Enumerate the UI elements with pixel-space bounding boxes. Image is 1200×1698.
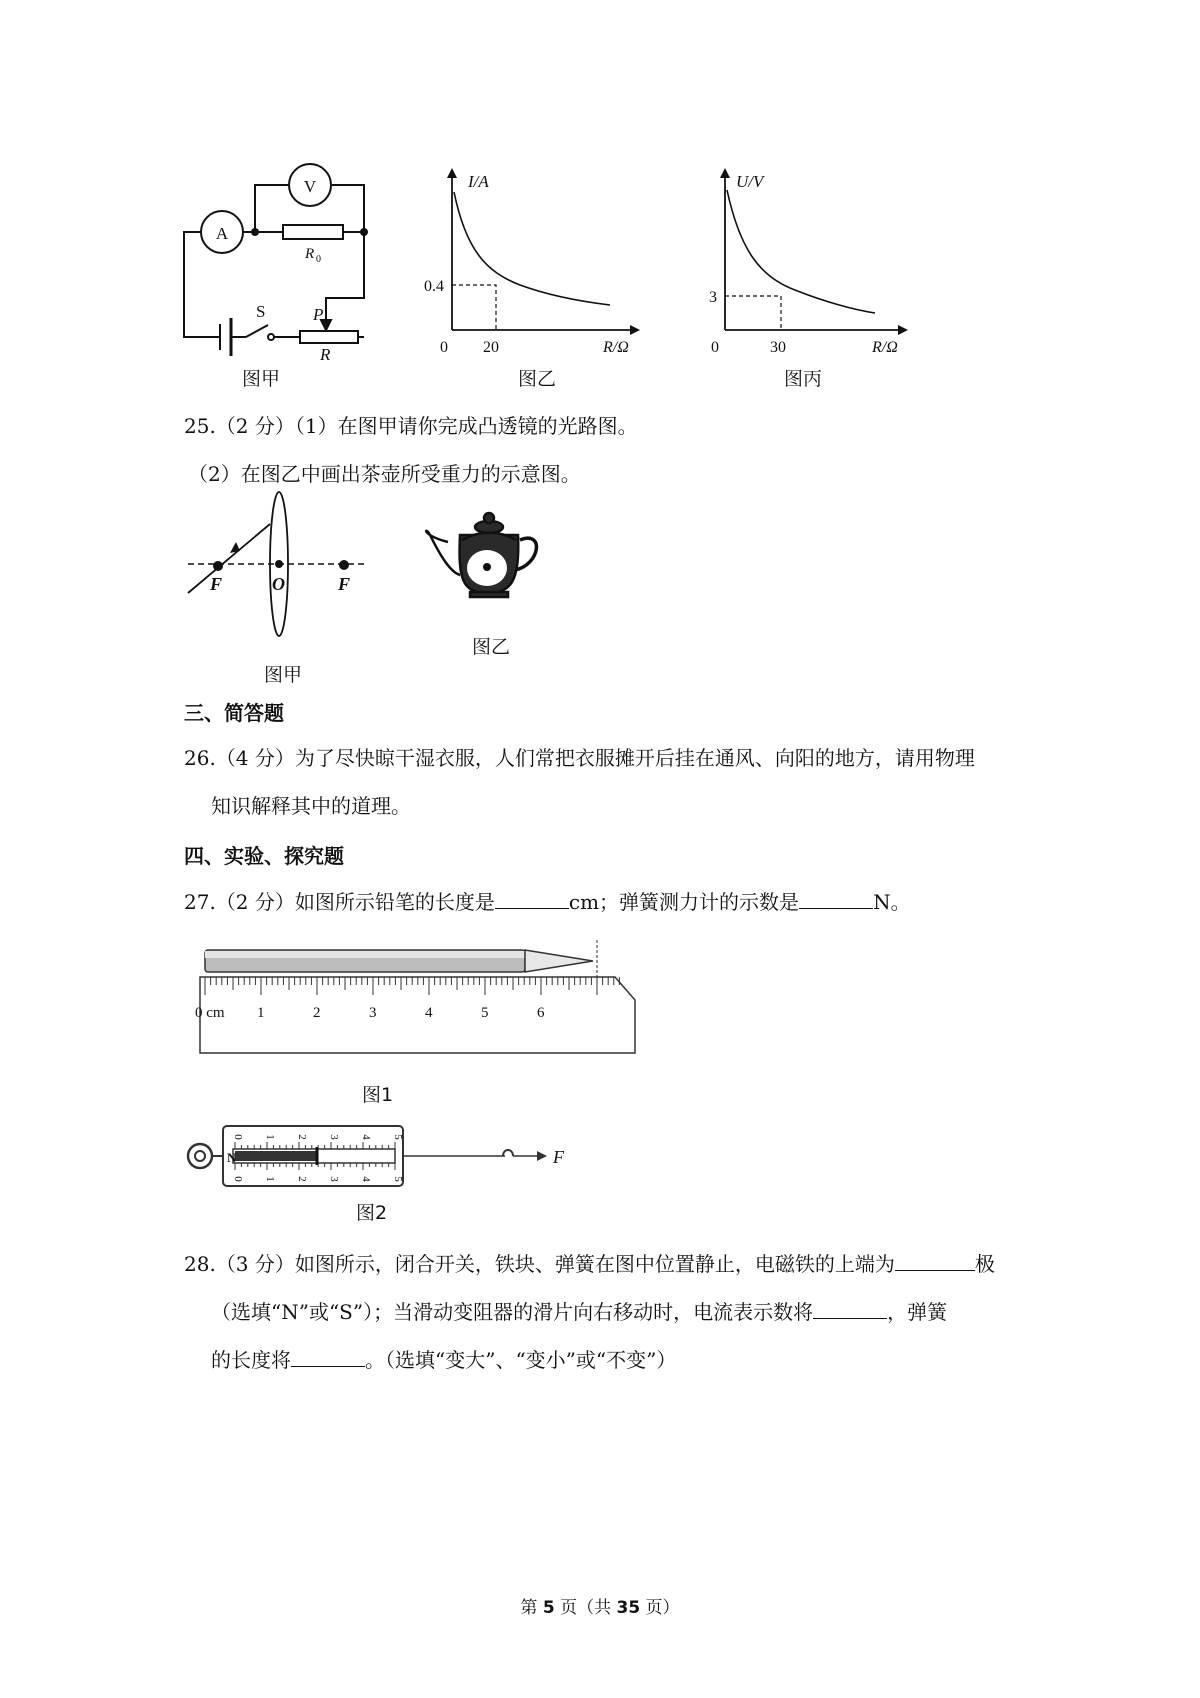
footer-text-3: 页） <box>640 1598 680 1618</box>
graph-bing-y-mark: 3 <box>709 289 717 306</box>
optical-center-dot <box>275 560 283 568</box>
section-3-heading: 三、简答题 <box>184 701 284 725</box>
caption-fig2: 图2 <box>356 1202 388 1224</box>
footer-text-1: 第 <box>520 1598 543 1618</box>
scale-digit: 0 <box>232 1176 244 1182</box>
lens-diagram <box>188 492 368 636</box>
force-arrow <box>537 1151 547 1161</box>
q27-mid: cm；弹簧测力计的示数是 <box>568 890 800 914</box>
q28-line3 <box>211 1346 676 1374</box>
scale-ring <box>188 1144 212 1168</box>
graph-bing <box>720 168 908 335</box>
section-4-heading: 四、实验、探究题 <box>184 844 344 868</box>
caption-circuit: 图甲 <box>242 368 281 390</box>
q28-line2 <box>211 1298 947 1326</box>
r0-label: R <box>305 246 315 262</box>
caption-lens: 图甲 <box>264 664 303 686</box>
q28-line1 <box>184 1250 995 1278</box>
scale-digit: 3 <box>328 1134 340 1140</box>
teapot-center-of-gravity <box>483 563 491 571</box>
q26-line1: 26.（4 分）为了尽快晾干湿衣服，人们常把衣服摊开后挂在通风、向阳的地方，请用物理 <box>184 746 975 770</box>
switch-label: S <box>256 302 266 321</box>
graph-yi <box>447 168 640 335</box>
incident-ray <box>188 524 270 593</box>
ruler-label: 5 <box>481 1005 489 1021</box>
spring-scale-figure <box>185 1118 605 1198</box>
graph-bing-x-axis: R/Ω <box>872 339 898 356</box>
graph-yi-origin: 0 <box>440 339 448 356</box>
graph-yi-y-axis: I/A <box>468 172 489 191</box>
q25-line2: （2）在图乙中画出茶壶所受重力的示意图。 <box>188 462 581 486</box>
q28-line1-suffix: 极 <box>974 1252 995 1276</box>
optical-center-label: O <box>272 574 285 594</box>
switch-symbol <box>246 325 268 337</box>
q28-line3-prefix: 的长度将 <box>211 1348 291 1372</box>
ruler-label: 6 <box>537 1005 545 1021</box>
graph-yi-x-axis: R/Ω <box>603 339 629 356</box>
scale-hook <box>503 1150 513 1156</box>
circuit-diagram <box>184 164 364 356</box>
scale-digit: 2 <box>296 1134 308 1140</box>
scale-digit: 1 <box>264 1134 276 1140</box>
focus-right-dot <box>339 560 349 570</box>
graph-yi-x-mark: 20 <box>483 339 499 356</box>
q28-blank-current[interactable] <box>813 1298 887 1319</box>
junction-dot <box>360 228 368 236</box>
focus-left-label: F <box>210 574 223 594</box>
scale-digit: 2 <box>296 1176 308 1182</box>
slider-label: P <box>313 305 324 324</box>
ruler-label: 0 cm <box>195 1005 225 1021</box>
resistor-r0 <box>283 225 343 239</box>
curve-u-r <box>727 190 875 313</box>
caption-teapot: 图乙 <box>472 636 511 658</box>
q25-line1: 25.（2 分）（1）在图甲请你完成凸透镜的光路图。 <box>184 414 638 438</box>
q27-text <box>184 888 911 916</box>
caption-fig1: 图1 <box>362 1084 394 1106</box>
q27-suffix: N。 <box>873 890 911 914</box>
teapot-drawing <box>426 513 536 597</box>
q28-line3-suffix: 。（选填“变大”、“变小”或“不变”） <box>365 1348 677 1372</box>
q28-line1-prefix: 28.（3 分）如图所示，闭合开关，铁块、弹簧在图中位置静止，电磁铁的上端为 <box>184 1252 895 1276</box>
q26-line2: 知识解释其中的道理。 <box>211 794 411 818</box>
footer-total-pages: 35 <box>616 1598 641 1618</box>
focus-right-label: F <box>338 574 351 594</box>
caption-graph-yi: 图乙 <box>518 368 557 390</box>
focus-left-dot <box>213 561 223 571</box>
ruler-figure <box>190 935 650 1055</box>
scale-digit: 3 <box>328 1176 340 1182</box>
scale-digit: 5 <box>392 1134 404 1140</box>
scale-pointer-bar <box>235 1151 318 1161</box>
graph-yi-y-mark: 0.4 <box>424 278 444 295</box>
junction-dot <box>251 228 259 236</box>
rheostat-symbol <box>300 331 358 343</box>
voltmeter-label: V <box>303 177 317 196</box>
page-footer <box>0 1593 1200 1618</box>
q28-line2-prefix: （选填“N”或“S”）；当滑动变阻器的滑片向右移动时，电流表示数将 <box>211 1300 814 1324</box>
q28-line2-suffix: ，弹簧 <box>887 1300 948 1324</box>
pencil-tip <box>525 950 593 972</box>
footer-text-2: 页（共 <box>554 1598 617 1618</box>
q27-prefix: 27.（2 分）如图所示铅笔的长度是 <box>184 890 495 914</box>
rheostat-label: R <box>320 345 331 364</box>
force-label: F <box>553 1147 564 1167</box>
q27-blank-force[interactable] <box>799 888 873 909</box>
r0-subscript: 0 <box>316 254 321 265</box>
scale-unit-label: N <box>227 1150 237 1165</box>
q27-blank-length[interactable] <box>495 888 569 909</box>
scale-digit: 4 <box>360 1134 372 1140</box>
ruler-label: 2 <box>313 1005 321 1021</box>
graph-bing-origin: 0 <box>711 339 719 356</box>
q28-blank-spring[interactable] <box>291 1346 365 1367</box>
scale-digit: 5 <box>392 1176 404 1182</box>
footer-page-number: 5 <box>542 1598 555 1618</box>
ammeter-label: A <box>215 224 229 243</box>
graph-bing-y-axis: U/V <box>736 172 764 191</box>
ruler-label: 1 <box>257 1005 265 1021</box>
ruler-label: 3 <box>369 1005 377 1021</box>
graph-bing-x-mark: 30 <box>770 339 786 356</box>
scale-digit: 1 <box>264 1176 276 1182</box>
ruler-body <box>200 977 635 1053</box>
scale-digit: 0 <box>232 1134 244 1140</box>
scale-digit: 4 <box>360 1176 372 1182</box>
top-figures <box>0 0 1200 400</box>
q28-blank-pole[interactable] <box>895 1250 975 1271</box>
curve-i-r <box>454 192 610 305</box>
caption-graph-bing: 图丙 <box>784 368 823 390</box>
ruler-label: 4 <box>425 1005 433 1021</box>
